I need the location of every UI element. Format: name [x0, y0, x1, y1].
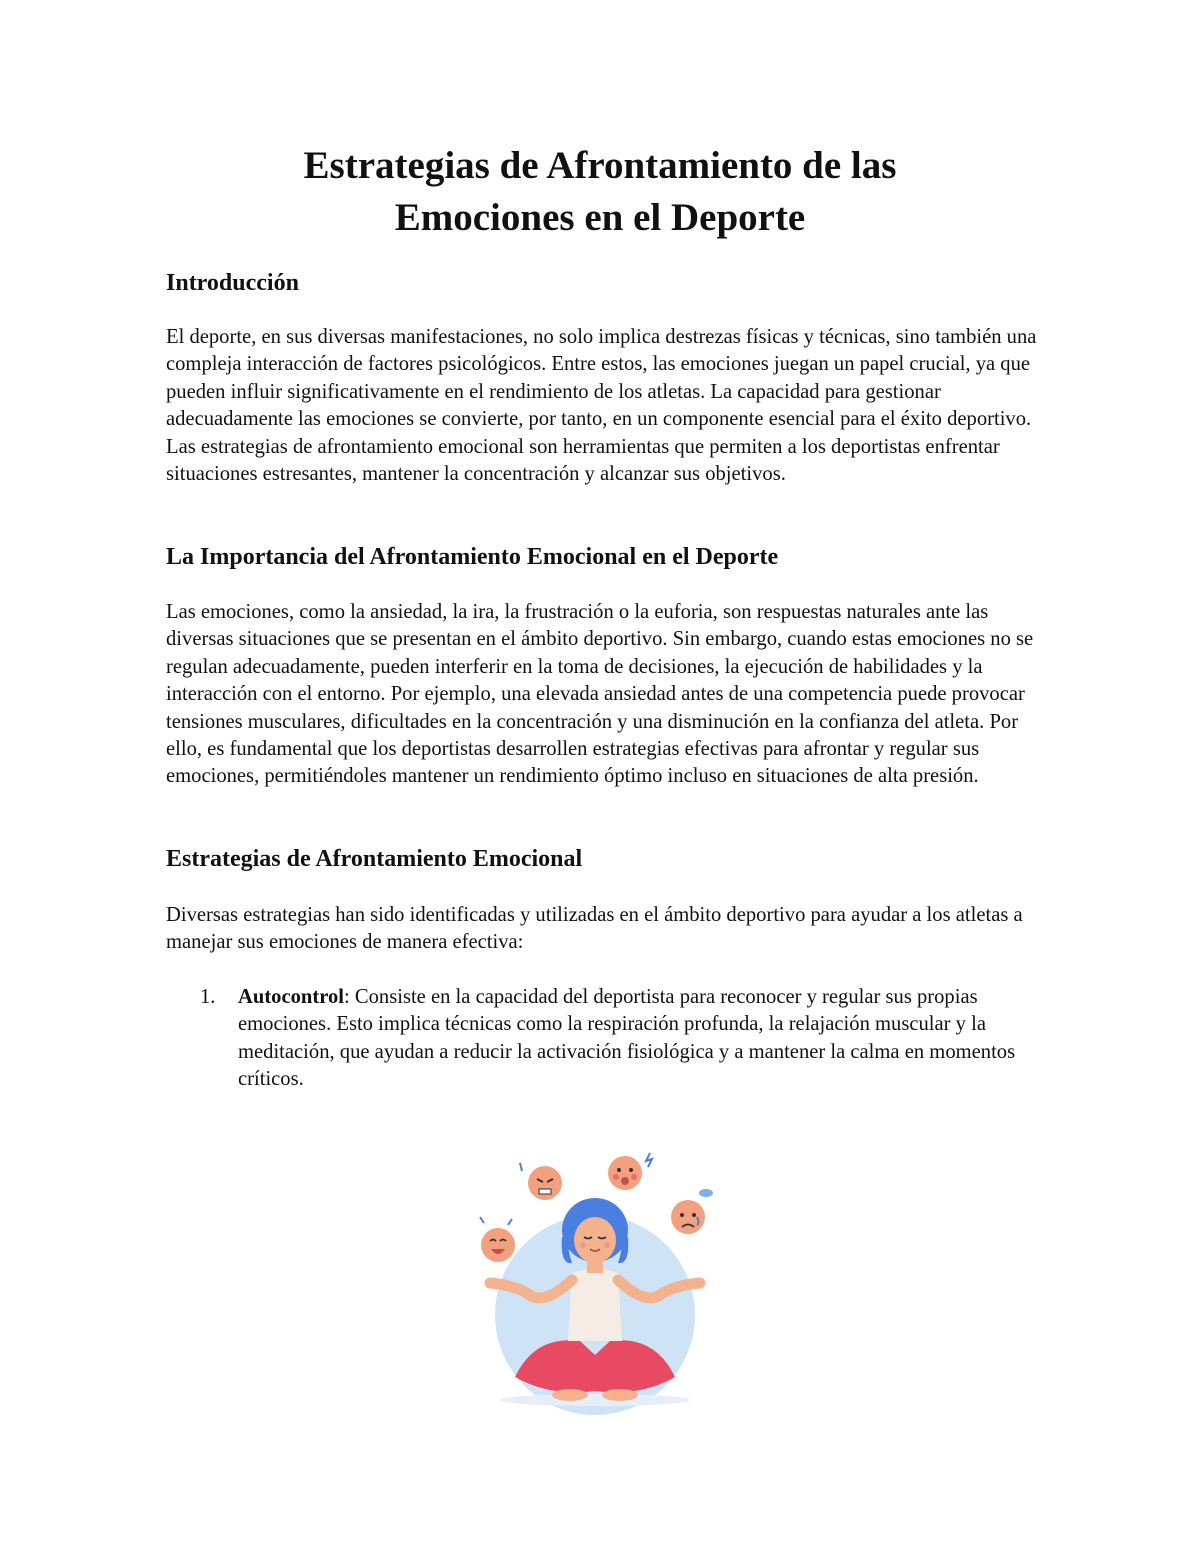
paragraph-importancia: Las emociones, como la ansiedad, la ira, la frustración o la euforia, son respuestas naturales ante las diversas situaciones que se presentan en el ámbito deportivo. Sin embargo, cuando estas emociones no se regulan adecuadamente, pueden interferir en la toma de decisiones, la ejecución de habilidades y la interacción con el entorno. Por ejemplo, una elevada ansiedad antes de una competencia puede provocar tensiones musculares, dificultades en la concentración y una disminución en la confianza del atleta. Por ello, es fundamental que los deportistas desarrollen estrategias efectivas para afrontar y regular sus emociones, permitiéndoles mantener un rendimiento óptimo incluso en situaciones de alta presión. — [166, 601, 1034, 788]
paragraph-introduccion: El deporte, en sus diversas manifestaciones, no solo implica destrezas físicas y técnicas, sino también una compleja interacción de factores psicológicos. Entre estos, las emociones juegan un papel crucial, ya que pueden influir significativamente en el rendimiento de los atletas. La capacidad para gestionar adecuadamente las emociones se convierte, por tanto, en un componente esencial para el éxito deportivo. Las estrategias de afrontamiento emocional son herramientas que permiten a los deportistas enfrentar situaciones estresantes, mantener la concentración y alcanzar sus objetivos. — [166, 326, 1037, 486]
heading-estrategias: Estrategias de Afrontamiento Emocional — [166, 846, 583, 872]
laughing-face-icon — [480, 1217, 515, 1262]
title-line-2: Emociones en el Deporte — [394, 196, 806, 239]
list-item — [166, 984, 1046, 1094]
strategies-list — [166, 984, 1046, 1094]
sad-face-icon — [671, 1189, 713, 1234]
angry-face-icon — [520, 1163, 562, 1200]
document-title — [150, 140, 1050, 244]
list-item-number: 1. — [200, 986, 216, 1008]
heading-introduccion: Introducción — [166, 270, 299, 296]
title-line-1: Estrategias de Afrontamiento de las — [303, 144, 897, 187]
paragraph-estrategias: Diversas estrategias han sido identificadas y utilizadas en el ámbito deportivo para ayudar a los atletas a manejar sus emociones de manera efectiva: — [166, 904, 1023, 954]
list-item-text: : Consiste en la capacidad del deportista para reconocer y regular sus propias emociones. Esto implica técnicas como la respiración profunda, la relajación muscular y la meditación, que ayudan a reducir la activación fisiológica y a mantener la calma en momentos críticos. — [238, 986, 1016, 1091]
list-item-term: Autocontrol — [238, 986, 345, 1008]
shocked-face-icon — [608, 1153, 652, 1190]
heading-importancia: La Importancia del Afrontamiento Emocional en el Deporte — [166, 544, 779, 570]
meditating-woman-with-emotion-faces-icon — [460, 1145, 730, 1415]
